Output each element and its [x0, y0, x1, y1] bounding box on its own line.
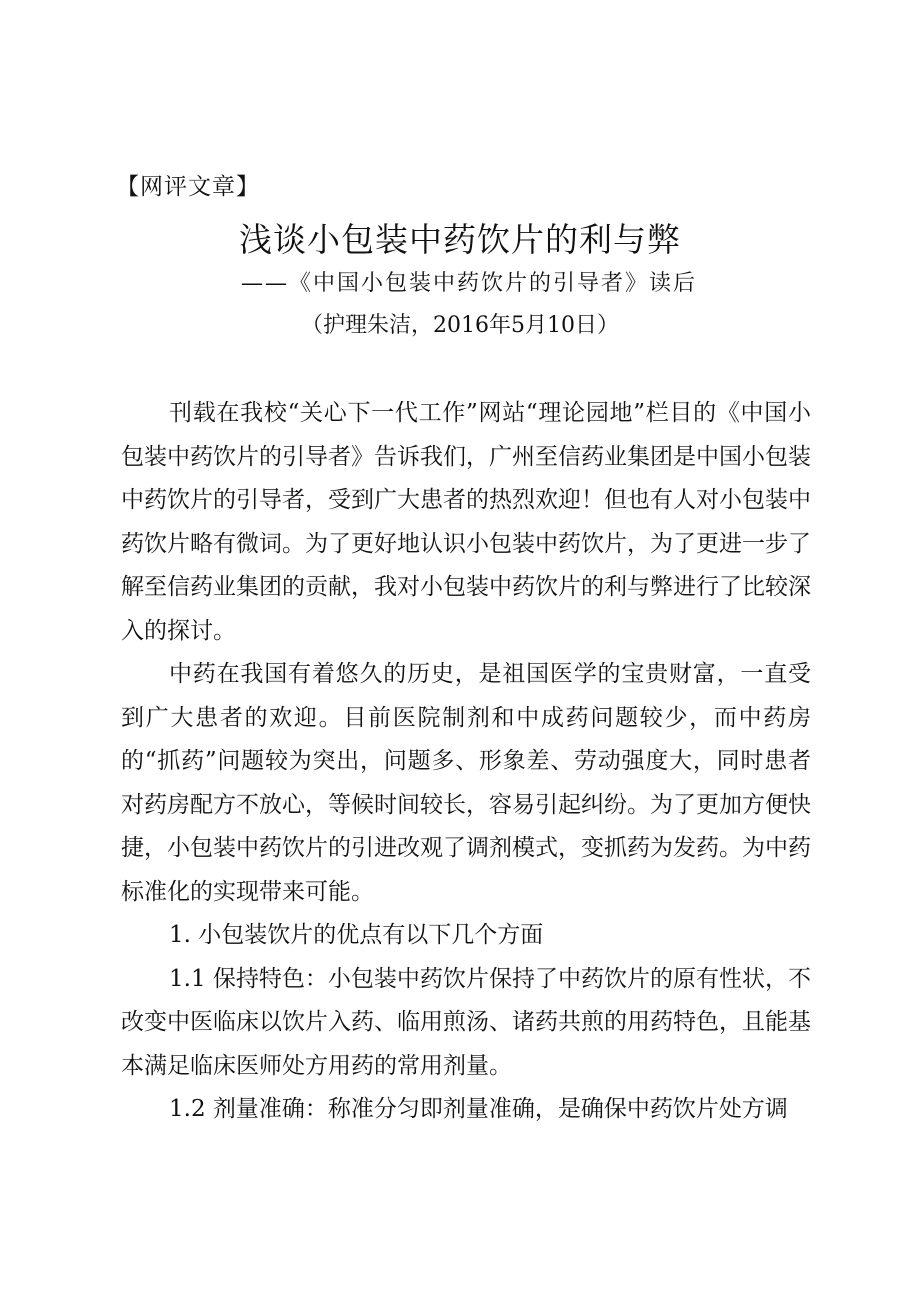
section-heading-advantages: 1. 小包装饮片的优点有以下几个方面 — [169, 922, 544, 948]
article-title: 浅谈小包装中药饮片的利与弊 — [239, 220, 681, 259]
article-category: 【网评文章】 — [116, 174, 260, 200]
paragraph-1-1: 1.1 保持特色：小包装中药饮片保持了中药饮片的原有性状，不改变中医临床以饮片入药、临用煎汤、诸药共煎的用药特色，且能基本满足临床医师处方用药的常用剂量。 — [121, 965, 811, 1079]
paragraph-1-2: 1.2 剂量准确：称准分匀即剂量准确，是确保中药饮片处方调 — [169, 1096, 788, 1122]
paragraph-background: 中药在我国有着悠久的历史，是祖国医学的宝贵财富，一直受到广大患者的欢迎。目前医院制剂和中成药问题较少，而中药房的“抓药”问题较为突出，问题多、形象差、劳动强度大，同时患者对药房配方不放心，等候时间较长，容易引起纠纷。为了更加方便快捷，小包装中药饮片的引进改观了调剂模式，变抓药为发药。为中药标准化的实现带来可能。 — [121, 661, 811, 905]
article-body — [121, 392, 811, 1132]
article-subtitle: ——《中国小包装中药饮片的引导者》读后 — [240, 271, 697, 296]
paragraph-intro: 刊载在我校“关心下一代工作”网站“理论园地”栏目的《中国小包装中药饮片的引导者》告诉我们，广州至信药业集团是中国小包装中药饮片的引导者，受到广大患者的热烈欢迎！但也有人对小包装中药饮片略有微词。为了更好地认识小包装中药饮片，为了更进一步了解至信药业集团的贡献，我对小包装中药饮片的利与弊进行了比较深入的探讨。 — [121, 400, 811, 644]
article-byline: （护理朱洁，2016年5月10日） — [301, 313, 619, 338]
